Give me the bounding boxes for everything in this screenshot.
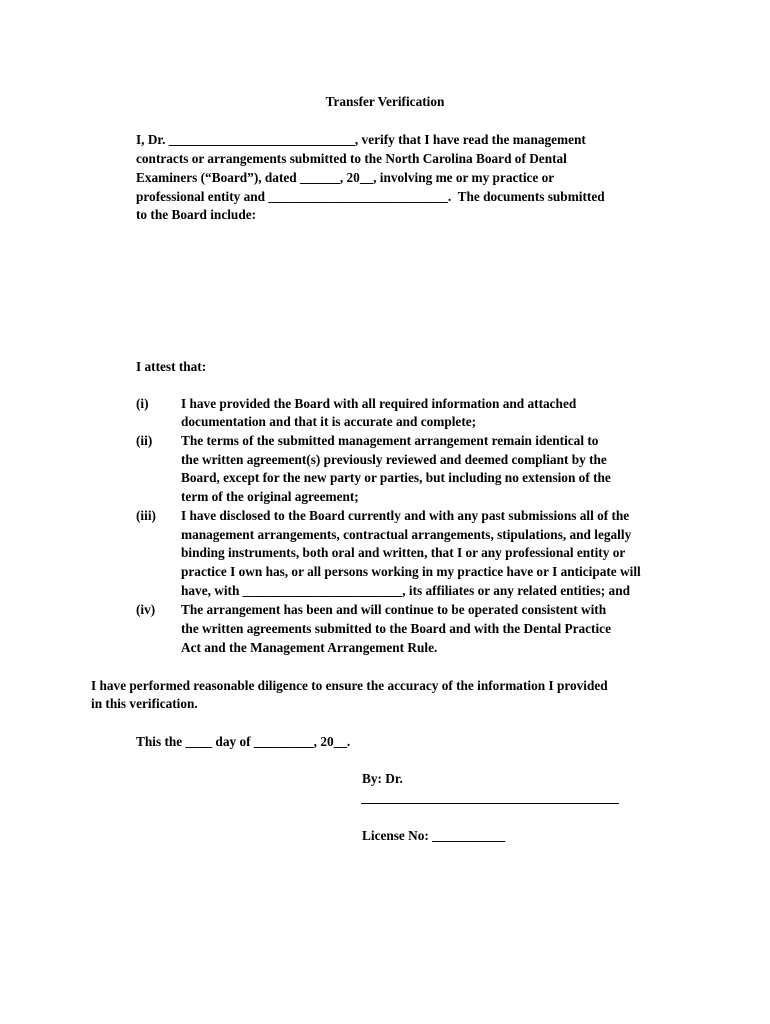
item-iv-line-1: The arrangement has been and will continue to be operated consistent with (181, 602, 607, 617)
intro-line-2: contracts or arrangements submitted to the North Carolina Board of Dental (136, 151, 567, 166)
date-line: This the ____ day of _________, 20__. (136, 734, 351, 749)
diligence-line-1: I have performed reasonable diligence to ensure the accuracy of the information I provided (91, 678, 608, 693)
intro-line-3: Examiners (“Board”), dated ______, 20__, involving me or my practice or (136, 170, 555, 185)
diligence-line-2: in this verification. (91, 696, 198, 711)
item-iii-line-2: management arrangements, contractual arrangements, stipulations, and legally (181, 527, 632, 542)
signature-line (361, 803, 619, 804)
item-i-line-1: I have provided the Board with all required information and attached (181, 396, 577, 411)
item-iii-line-3: binding instruments, both oral and written, that I or any professional entity or (181, 545, 626, 560)
intro-line-4: professional entity and ___________________________. The documents submitted (136, 189, 605, 204)
item-numeral-iii: (iii) (136, 508, 156, 523)
item-ii-line-3: Board, except for the new party or parties, but including no extension of the (181, 470, 611, 485)
item-ii-line-2: the written agreement(s) previously reviewed and deemed compliant by the (181, 452, 607, 467)
item-ii-line-4: term of the original agreement; (181, 489, 359, 504)
item-iv-line-3: Act and the Management Arrangement Rule. (181, 640, 438, 655)
item-ii-line-1: The terms of the submitted management arrangement remain identical to (181, 433, 599, 448)
document-title: Transfer Verification (325, 94, 445, 109)
intro-line-5: to the Board include: (136, 207, 257, 222)
item-i-line-2: documentation and that it is accurate and complete; (181, 414, 477, 429)
item-numeral-iv: (iv) (136, 602, 156, 617)
item-iii-line-1: I have disclosed to the Board currently and with any past submissions all of the (181, 508, 630, 523)
item-iii-line-4: practice I own has, or all persons working in my practice have or I anticipate will (181, 564, 641, 579)
signature-by-label: By: Dr. (362, 771, 403, 786)
item-iii-line-5: have, with ________________________, its affiliates or any related entities; and (181, 583, 630, 598)
item-numeral-ii: (ii) (136, 433, 153, 448)
item-numeral-i: (i) (136, 396, 149, 411)
intro-line-1: I, Dr. ____________________________, verify that I have read the management (136, 132, 586, 147)
item-iv-line-2: the written agreements submitted to the Board and with the Dental Practice (181, 621, 611, 636)
license-number-label: License No: ___________ (362, 828, 506, 843)
attest-heading: I attest that: (136, 359, 207, 374)
